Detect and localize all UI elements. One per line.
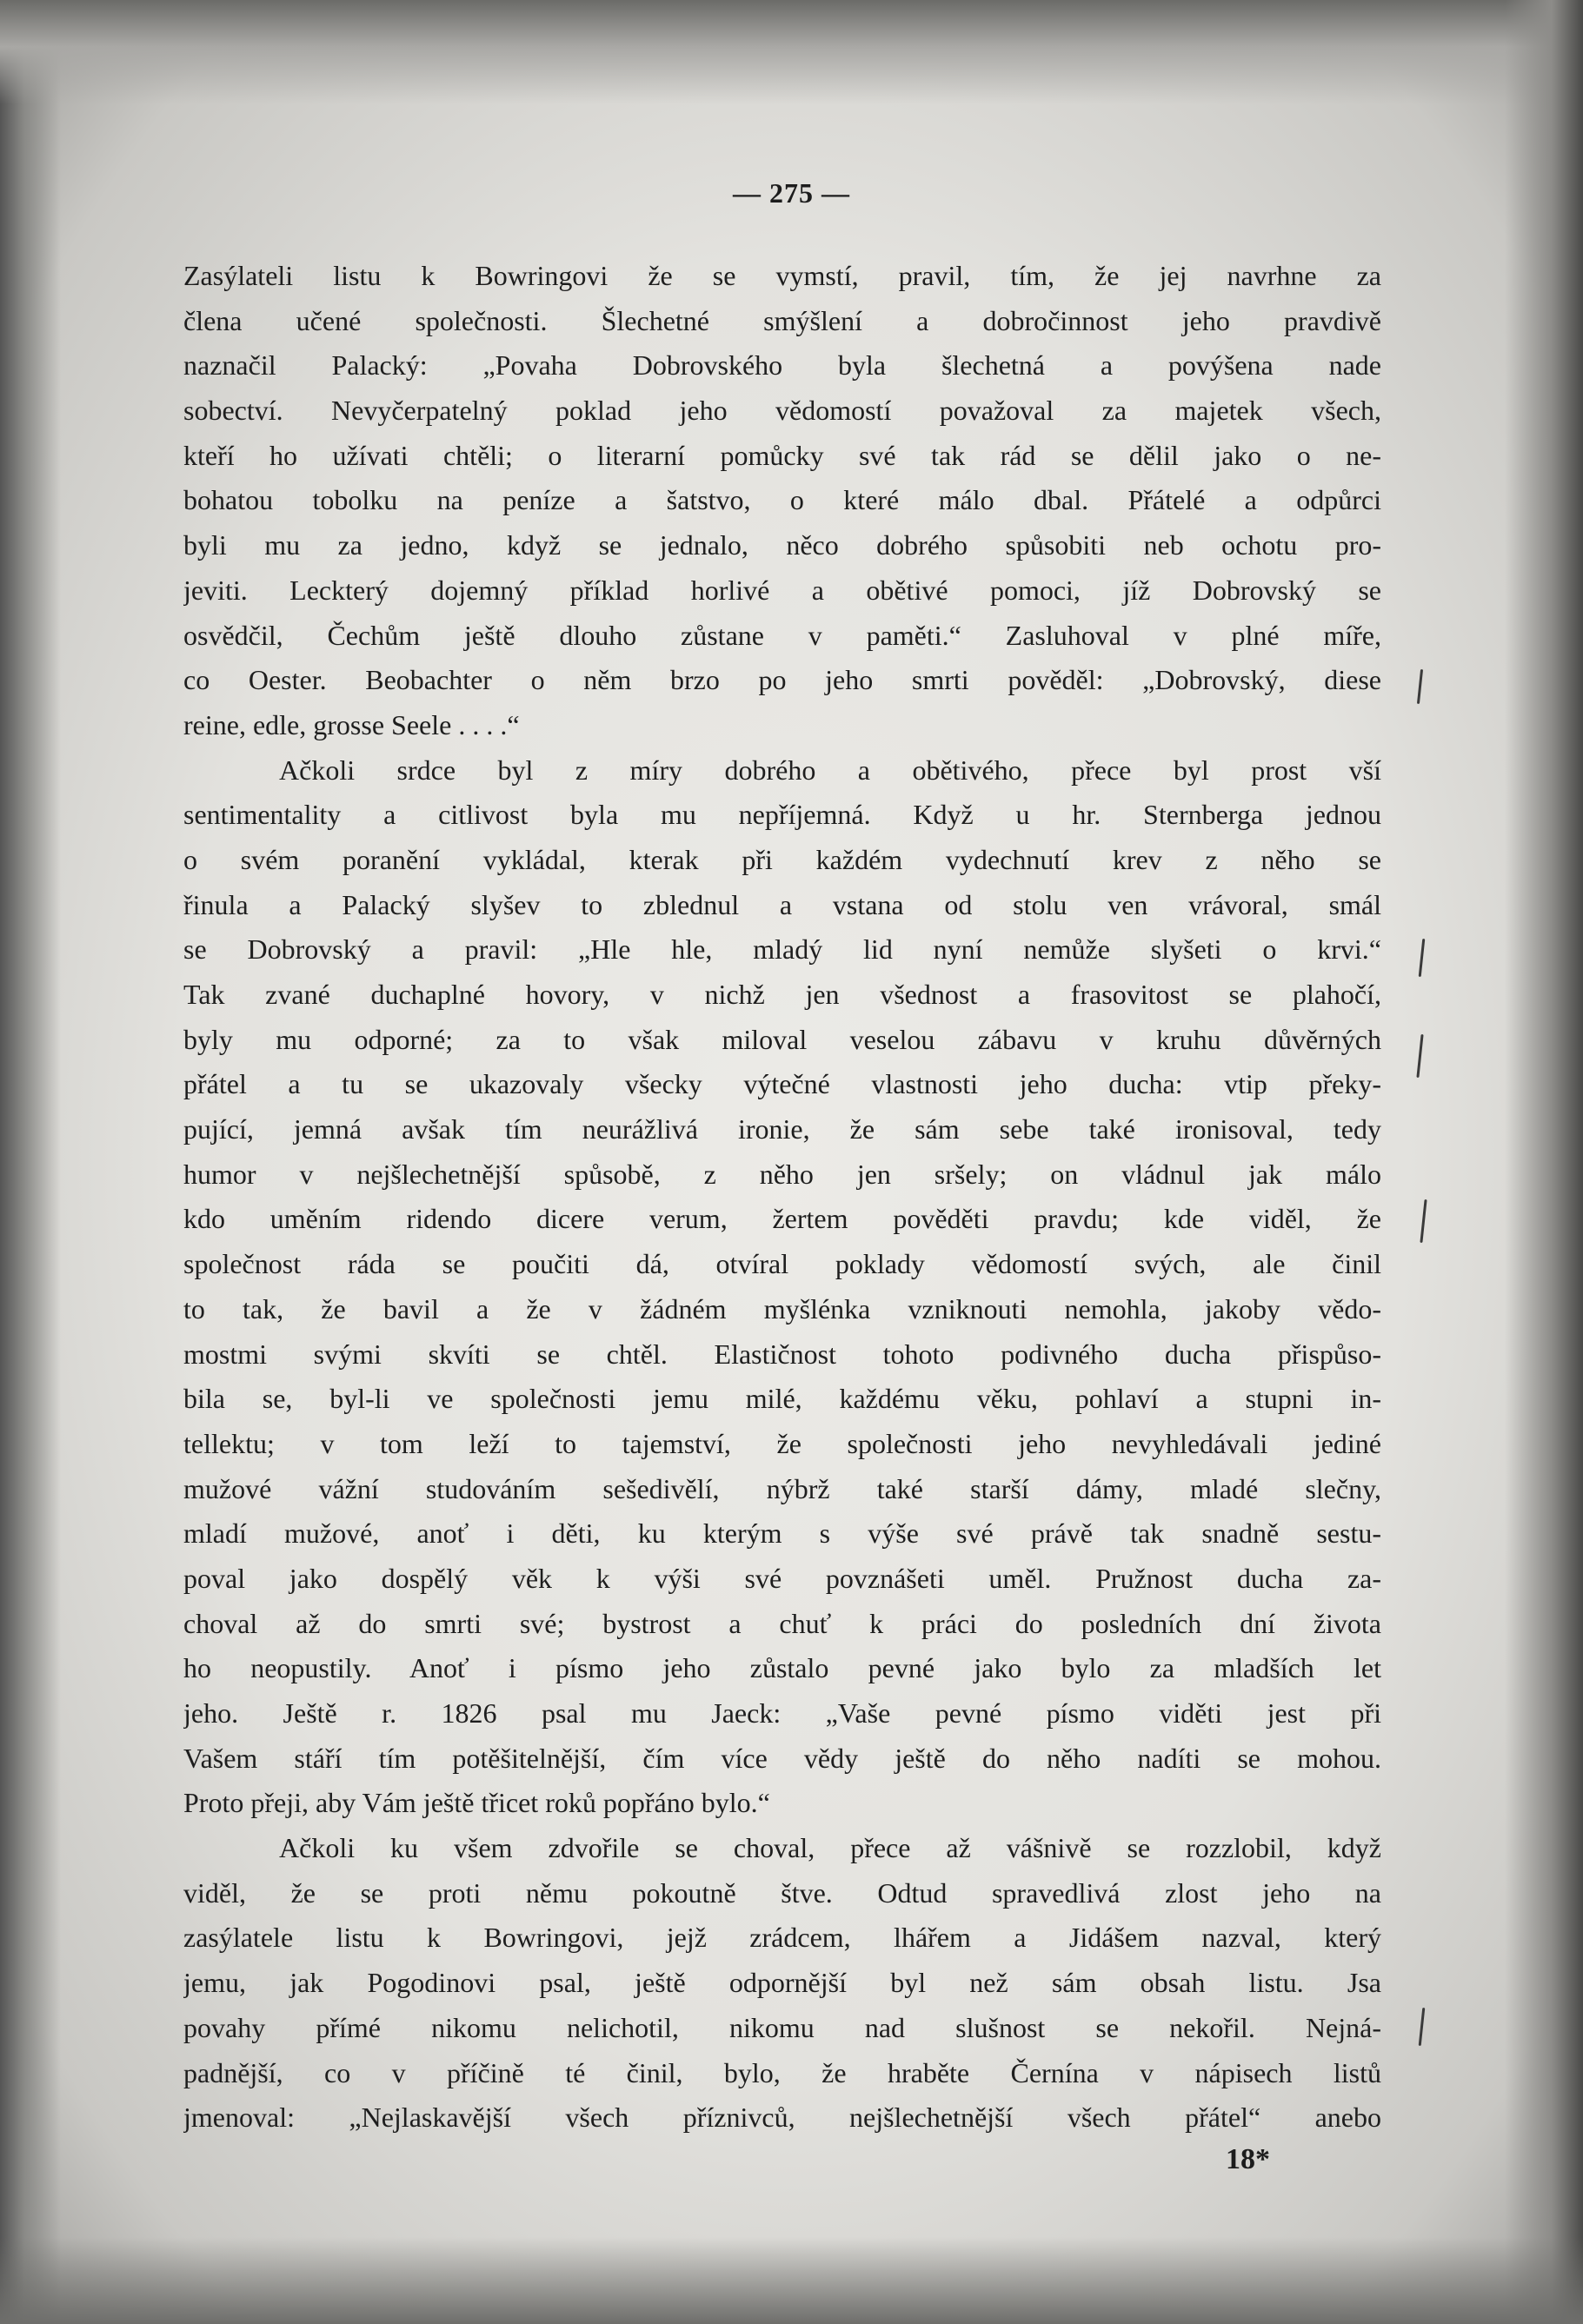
pencil-mark	[1416, 1034, 1423, 1078]
text-line: o svém poranění vykládal, kterak při každém vydechnutí krev z něho se	[183, 843, 1381, 875]
text-line: choval až do smrti své; bystrost a chuť k práci do posledních dní života	[183, 1607, 1381, 1639]
text-line: mladí mužové, anoť i děti, ku kterým s výše své právě tak snadně sestu-	[183, 1517, 1381, 1550]
text-line: bila se, byl-li ve společnosti jemu milé, každému věku, pohlaví a stupni in-	[183, 1383, 1381, 1415]
text-line: naznačil Palacký: „Povaha Dobrovského byla šlechetná a povýšena nade	[183, 349, 1381, 382]
text-line: jemu, jak Pogodinovi psal, ještě odpornější byl než sám obsah listu. Jsa	[183, 1967, 1381, 1999]
scan-shadow-top	[0, 0, 1583, 104]
scan-shadow-bottom	[0, 2237, 1583, 2324]
text-line: člena učené společnosti. Šlechetné smýšlení a dobročinnost jeho pravdivě	[183, 304, 1381, 336]
text-line: řinula a Palacký slyšev to zblednul a vstana od stolu ven vrávoral, smál	[183, 888, 1381, 920]
text-line: povahy přímé nikomu nelichotil, nikomu nad slušnost se nekořil. Nejná-	[183, 2011, 1381, 2043]
text-line: byli mu za jedno, když se jednalo, něco dobrého spůsobiti neb ochotu pro-	[183, 529, 1381, 561]
text-line: pující, jemná avšak tím neurážlivá ironie, že sám sebe také ironisoval, tedy	[183, 1113, 1381, 1145]
text-line: kdo uměním ridendo dicere verum, žertem pověděti pravdu; kde viděl, že	[183, 1203, 1381, 1235]
text-line: padnější, co v příčině té činil, bylo, že hraběte Černína v nápisech listů	[183, 2056, 1381, 2088]
text-line: sentimentality a citlivost byla mu nepříjemná. Když u hr. Sternberga jednou	[183, 799, 1381, 831]
text-line: kteří ho užívati chtěli; o literarní pomůcky své tak rád se dělil jako o ne-	[183, 439, 1381, 471]
text-line: společnost ráda se poučiti dá, otvíral poklady vědomostí svých, ale činil	[183, 1248, 1381, 1280]
text-line: humor v nejšlechetnější spůsobě, z něho jen sršely; on vládnul jak málo	[183, 1158, 1381, 1190]
scan-shadow-left	[0, 0, 61, 2324]
text-line: sobectví. Nevyčerpatelný poklad jeho vědomostí považoval za majetek všech,	[183, 395, 1381, 427]
text-line: byly mu odporné; za to však miloval veselou zábavu v kruhu důvěrných	[183, 1023, 1381, 1055]
text-line: reine, edle, grosse Seele . . . .“	[183, 708, 520, 740]
text-line: Tak zvané duchaplné hovory, v nichž jen všednost a frasovitost se plahočí,	[183, 979, 1381, 1010]
text-line: co Oester. Beobachter o něm brzo po jeho smrti pověděl: „Dobrovský, diese	[183, 664, 1381, 696]
text-line: poval jako dospělý věk k výši své povznášeti uměl. Pružnost ducha za-	[183, 1562, 1381, 1594]
printer-signature: 18*	[1226, 2143, 1270, 2175]
pencil-mark	[1420, 1199, 1427, 1243]
text-line: přátel a tu se ukazovaly všecky výtečné vlastnosti jeho ducha: vtip překy-	[183, 1068, 1381, 1100]
text-line: mužové vážní studováním sešedivělí, nýbrž také starší dámy, mladé slečny,	[183, 1472, 1381, 1504]
text-line: mostmi svými skvíti se chtěl. Elastičnost tohoto podivného ducha přispůso-	[183, 1338, 1381, 1370]
scan-shadow-right	[1505, 0, 1583, 2324]
text-line: jeviti. Leckterý dojemný příklad horlivé a obětivé pomoci, jíž Dobrovský se	[183, 574, 1381, 606]
text-line: ho neopustily. Anoť i písmo jeho zůstalo pevné jako bylo za mladších let	[183, 1652, 1381, 1684]
text-line: Vašem stáří tím potěšitelnější, čím více vědy ještě do něho nadíti se mohou.	[183, 1742, 1381, 1774]
text-line: jmenoval: „Nejlaskavější všech příznivců, nejšlechetnější všech přátel“ anebo	[183, 2102, 1381, 2134]
pencil-mark	[1419, 939, 1426, 977]
text-line: osvědčil, Čechům ještě dlouho zůstane v paměti.“ Zasluhoval v plné míře,	[183, 619, 1381, 651]
page-number: — 275 —	[733, 177, 850, 209]
text-line: jeho. Ještě r. 1826 psal mu Jaeck: „Vaše pevné písmo viděti jest při	[183, 1697, 1381, 1729]
pencil-mark	[1417, 669, 1423, 704]
body-text	[183, 254, 1381, 2141]
text-line: Ačkoli ku všem zdvořile se choval, přece až vášnivě se rozzlobil, když	[279, 1832, 1381, 1864]
text-line: se Dobrovský a pravil: „Hle hle, mladý lid nyní nemůže slyšeti o krvi.“	[183, 933, 1381, 966]
text-line: tellektu; v tom leží to tajemství, že společnosti jeho nevyhledávali jediné	[183, 1427, 1381, 1459]
text-line: viděl, že se proti němu pokoutně štve. Odtud spravedlivá zlost jeho na	[183, 1876, 1381, 1909]
pencil-mark	[1419, 2008, 1426, 2046]
text-line: Ačkoli srdce byl z míry dobrého a obětivého, přece byl prost vší	[279, 754, 1381, 786]
text-line: Zasýlateli listu k Bowringovi že se vymstí, pravil, tím, že jej navrhne za	[183, 260, 1381, 291]
text-line: bohatou tobolku na peníze a šatstvo, o které málo dbal. Přátelé a odpůrci	[183, 484, 1381, 516]
text-line: to tak, že bavil a že v žádném myšlénka vzniknouti nemohla, jakoby vědo-	[183, 1292, 1381, 1325]
text-line: Proto přeji, aby Vám ještě třicet roků popřáno bylo.“	[183, 1787, 770, 1819]
text-line: zasýlatele listu k Bowringovi, jejž zrádcem, lhářem a Jidášem nazval, který	[183, 1922, 1381, 1954]
